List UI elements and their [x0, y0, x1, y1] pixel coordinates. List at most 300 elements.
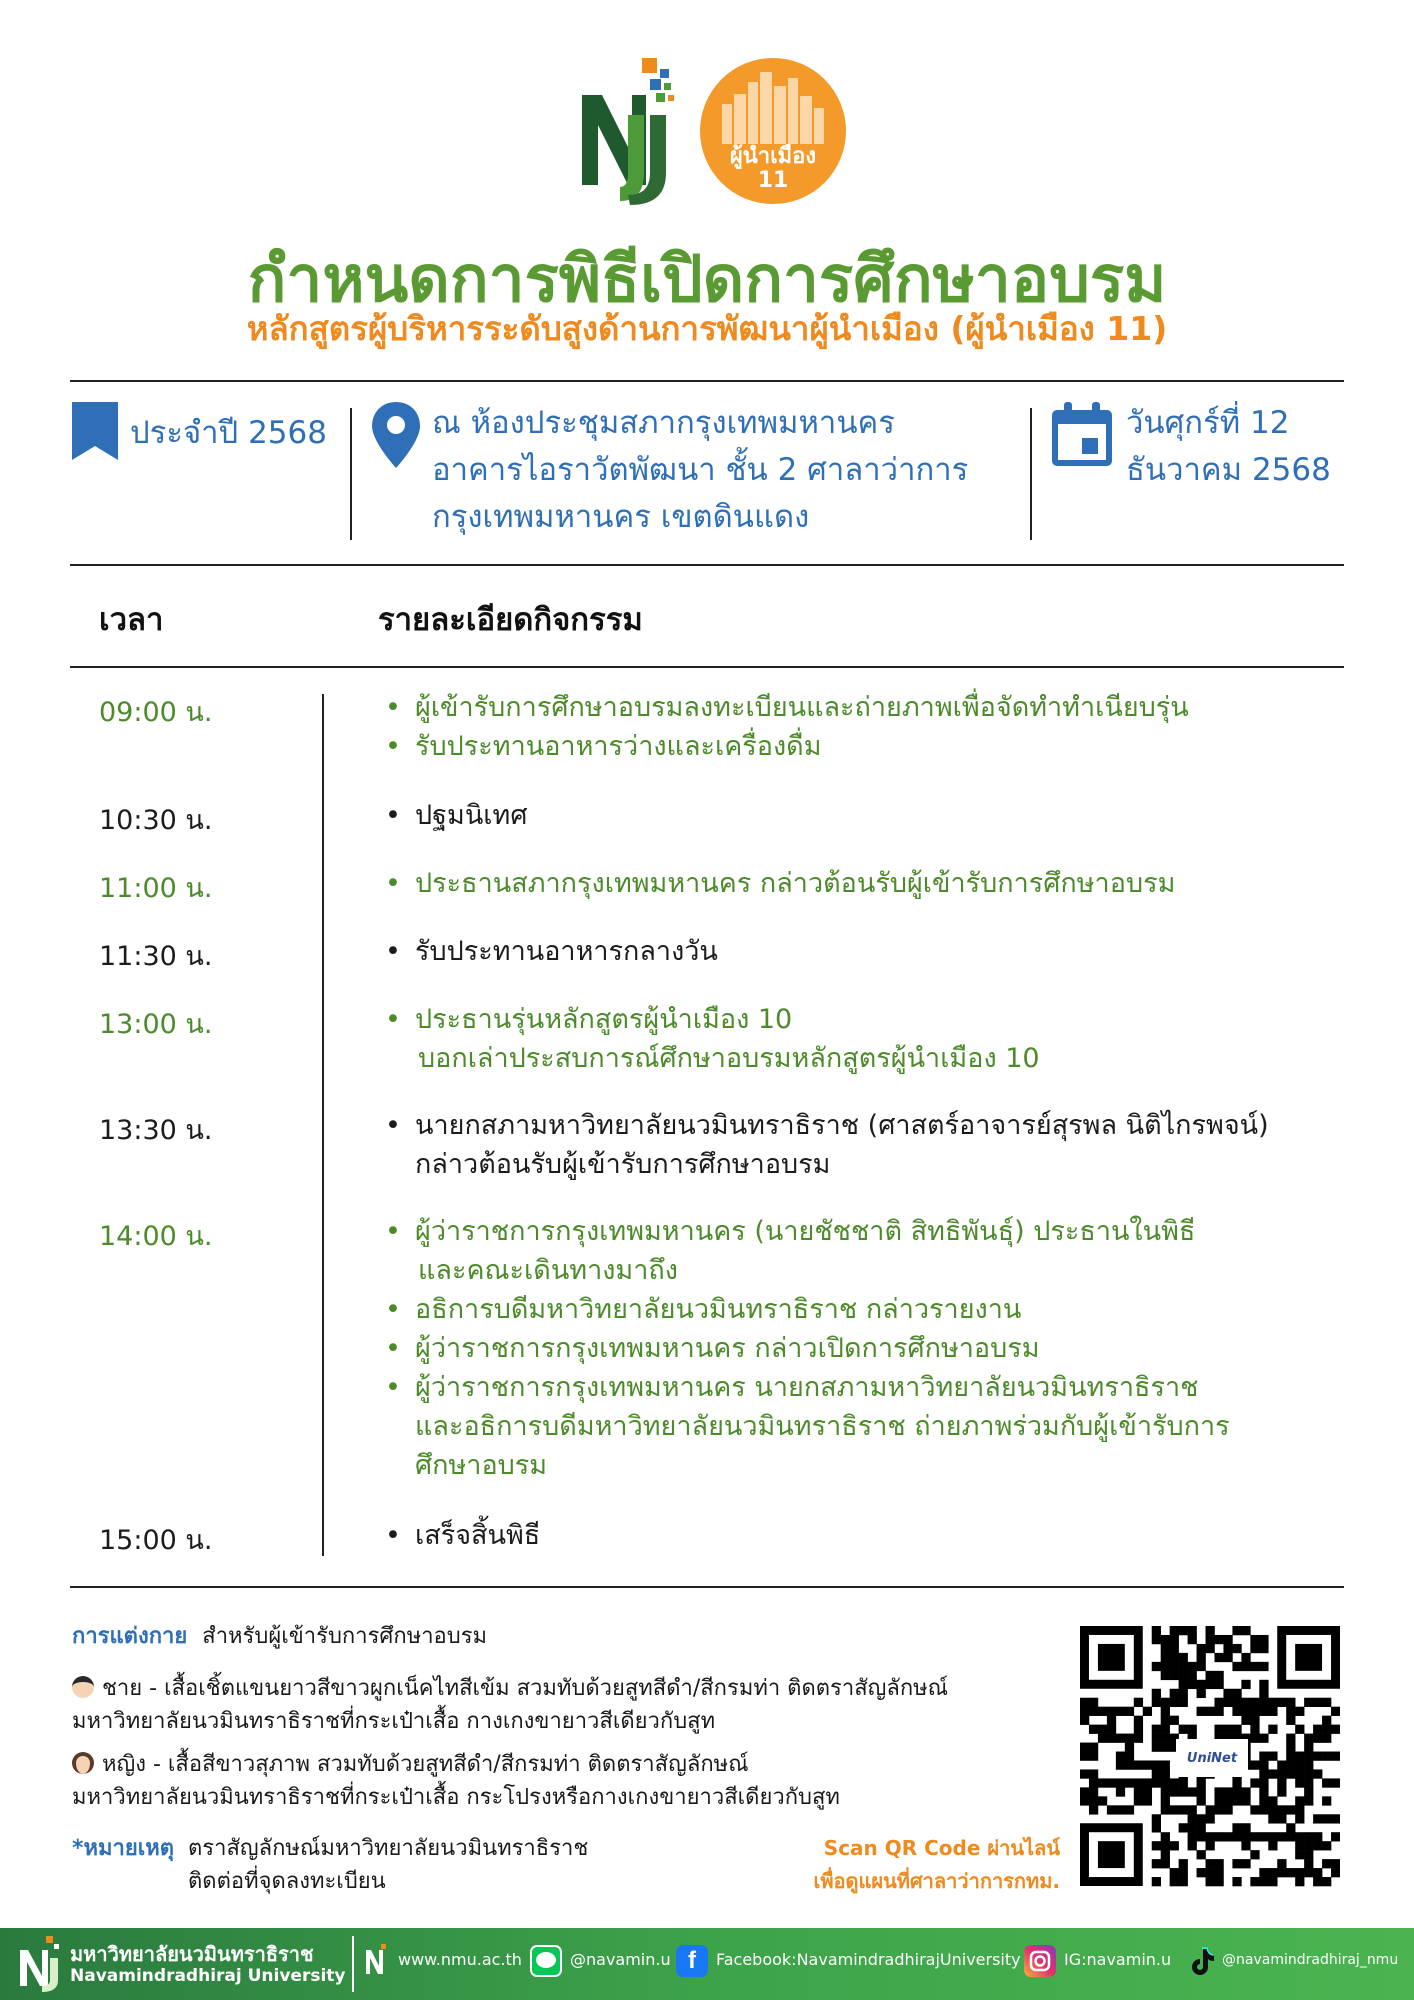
qr-module — [1250, 1662, 1259, 1671]
qr-module — [1188, 1626, 1197, 1635]
qr-module — [1170, 1805, 1179, 1814]
qr-module — [1295, 1805, 1304, 1814]
qr-module — [1206, 1635, 1215, 1644]
qr-module — [1170, 1778, 1179, 1787]
qr-module — [1286, 1698, 1295, 1707]
qr-module — [1268, 1796, 1277, 1805]
schedule-time: 11:30 น. — [99, 941, 213, 972]
female-dress-line: หญิง - เสื้อสีขาวสุภาพ สวมทับด้วยสูทสีดำ/สีกรมท่า ติดตราสัญลักษณ์ — [102, 1752, 749, 1777]
qr-module — [1277, 1868, 1286, 1877]
qr-module — [1197, 1707, 1206, 1716]
qr-module — [1188, 1635, 1197, 1644]
qr-module — [1206, 1877, 1215, 1886]
date-text — [1126, 400, 1331, 494]
qr-module — [1152, 1841, 1161, 1850]
qr-module — [1089, 1725, 1098, 1734]
page-title: กำหนดการพิธีเปิดการศึกษาอบรม — [247, 243, 1167, 317]
qr-module — [1098, 1707, 1107, 1716]
uninet-logo-text: UniNet — [1186, 1750, 1238, 1766]
divider — [70, 380, 1344, 382]
qr-module — [1268, 1805, 1277, 1814]
qr-module — [1134, 1698, 1143, 1707]
qr-module — [1161, 1769, 1170, 1778]
qr-module — [1125, 1760, 1134, 1769]
qr-module — [1197, 1680, 1206, 1689]
qr-module — [1259, 1680, 1268, 1689]
qr-module — [1331, 1725, 1340, 1734]
dress-code-male — [72, 1672, 948, 1738]
qr-module — [1161, 1725, 1170, 1734]
qr-module — [1304, 1760, 1313, 1769]
qr-finder — [1098, 1841, 1125, 1868]
qr-module — [1232, 1778, 1241, 1787]
qr-module — [1295, 1877, 1304, 1886]
qr-module — [1143, 1796, 1152, 1805]
qr-module — [1241, 1698, 1250, 1707]
qr-module — [1179, 1787, 1188, 1796]
qr-module — [1232, 1689, 1241, 1698]
qr-module — [1250, 1832, 1259, 1841]
qr-module — [1286, 1760, 1295, 1769]
qr-module — [1322, 1841, 1331, 1850]
divider-vertical — [350, 408, 352, 540]
qr-module — [1250, 1698, 1259, 1707]
qr-module — [1179, 1680, 1188, 1689]
qr-module — [1304, 1734, 1313, 1743]
schedule-activity — [385, 864, 1315, 903]
facebook-link[interactable]: Facebook:NavamindradhirajUniversity — [716, 1950, 1021, 1969]
qr-module — [1214, 1832, 1223, 1841]
qr-module — [1313, 1769, 1322, 1778]
qr-module — [1206, 1680, 1215, 1689]
column-header-time: เวลา — [99, 602, 164, 638]
qr-module — [1197, 1796, 1206, 1805]
qr-module — [1152, 1725, 1161, 1734]
activity-item: • ผู้ว่าราชการกรุงเทพมหานคร นายกสภามหาวิทยาลัยนวมินทราธิราช — [385, 1368, 1315, 1407]
qr-module — [1250, 1716, 1259, 1725]
qr-module — [1170, 1626, 1179, 1635]
qr-module — [1223, 1725, 1232, 1734]
qr-module — [1161, 1832, 1170, 1841]
qr-module — [1232, 1823, 1241, 1832]
schedule-time: 11:00 น. — [99, 873, 213, 904]
qr-module — [1197, 1653, 1206, 1662]
qr-module — [1179, 1671, 1188, 1680]
qr-module — [1322, 1698, 1331, 1707]
qr-module — [1179, 1626, 1188, 1635]
qr-module — [1241, 1796, 1250, 1805]
qr-module — [1214, 1635, 1223, 1644]
qr-module — [1286, 1823, 1295, 1832]
qr-module — [1250, 1707, 1259, 1716]
activity-item: • ประธานสภากรุงเทพมหานคร กล่าวต้อนรับผู้เข้ารับการศึกษาอบรม — [385, 864, 1315, 903]
qr-module — [1250, 1778, 1259, 1787]
qr-module — [1322, 1814, 1331, 1823]
qr-module — [1170, 1635, 1179, 1644]
qr-module — [1188, 1662, 1197, 1671]
qr-module — [1125, 1743, 1134, 1752]
qr-module — [1161, 1778, 1170, 1787]
qr-module — [1161, 1707, 1170, 1716]
qr-module — [1331, 1752, 1340, 1761]
qr-module — [1286, 1752, 1295, 1761]
note-label: *หมายเหตุ — [72, 1836, 175, 1861]
qr-module — [1152, 1823, 1161, 1832]
qr-module — [1241, 1662, 1250, 1671]
qr-module — [1313, 1752, 1322, 1761]
qr-module — [1223, 1796, 1232, 1805]
qr-module — [1223, 1644, 1232, 1653]
qr-module — [1259, 1707, 1268, 1716]
qr-module — [1259, 1689, 1268, 1698]
qr-module — [1161, 1805, 1170, 1814]
qr-module — [1125, 1707, 1134, 1716]
male-dress-line: มหาวิทยาลัยนวมินทราธิราชที่กระเป๋าเสื้อ กางเกงขายาวสีเดียวกับสูท — [72, 1709, 716, 1734]
qr-module — [1080, 1796, 1089, 1805]
qr-module — [1304, 1752, 1313, 1761]
qr-module — [1259, 1805, 1268, 1814]
dress-code-label: การแต่งกาย — [72, 1624, 188, 1649]
qr-module — [1241, 1787, 1250, 1796]
qr-module — [1304, 1850, 1313, 1859]
qr-module — [1161, 1671, 1170, 1680]
qr-module — [1179, 1662, 1188, 1671]
qr-module — [1322, 1796, 1331, 1805]
qr-module — [1232, 1707, 1241, 1716]
qr-module — [1152, 1814, 1161, 1823]
qr-module — [1116, 1787, 1125, 1796]
qr-module — [1322, 1752, 1331, 1761]
qr-module — [1214, 1653, 1223, 1662]
qr-module — [1268, 1698, 1277, 1707]
qr-module — [1241, 1653, 1250, 1662]
qr-module — [1277, 1832, 1286, 1841]
schedule-time: 15:00 น. — [99, 1525, 213, 1556]
activity-item: • ปฐมนิเทศ — [385, 796, 1315, 835]
qr-module — [1268, 1877, 1277, 1886]
qr-module — [1206, 1707, 1215, 1716]
qr-module — [1223, 1689, 1232, 1698]
qr-module — [1206, 1644, 1215, 1653]
qr-module — [1080, 1707, 1089, 1716]
qr-module — [1277, 1859, 1286, 1868]
qr-module — [1259, 1868, 1268, 1877]
line-link[interactable]: @navamin.u — [570, 1950, 671, 1969]
qr-module — [1322, 1716, 1331, 1725]
qr-module — [1188, 1787, 1197, 1796]
activity-item: • นายกสภามหาวิทยาลัยนวมินทราธิราช (ศาสตร์อาจารย์สุรพล นิติไกรพจน์) — [385, 1106, 1315, 1145]
qr-module — [1313, 1814, 1322, 1823]
qr-module — [1206, 1805, 1215, 1814]
qr-module — [1268, 1868, 1277, 1877]
qr-module — [1089, 1707, 1098, 1716]
qr-module — [1304, 1787, 1313, 1796]
qr-module — [1304, 1832, 1313, 1841]
qr-module — [1170, 1841, 1179, 1850]
qr-module — [1331, 1832, 1340, 1841]
schedule-time: 14:00 น. — [99, 1221, 213, 1252]
qr-module — [1089, 1743, 1098, 1752]
divider — [70, 1586, 1344, 1588]
location-text — [432, 400, 968, 541]
qr-module — [1241, 1716, 1250, 1725]
qr-module — [1107, 1734, 1116, 1743]
qr-module — [1322, 1877, 1331, 1886]
qr-module — [1098, 1796, 1107, 1805]
website-link[interactable]: www.nmu.ac.th — [398, 1950, 522, 1969]
qr-module — [1125, 1752, 1134, 1761]
qr-module — [1250, 1805, 1259, 1814]
qr-module — [1295, 1778, 1304, 1787]
qr-module — [1116, 1778, 1125, 1787]
activity-continuation: บอกเล่าประสบการณ์ศึกษาอบรมหลักสูตรผู้นำเมือง 10 — [418, 1043, 1040, 1074]
note-line: ตราสัญลักษณ์มหาวิทยาลัยนวมินทราธิราช — [188, 1836, 589, 1861]
qr-module — [1277, 1787, 1286, 1796]
activity-item: • ผู้เข้ารับการศึกษาอบรมลงทะเบียนและถ่ายภาพเพื่อจัดทำทำเนียบรุ่น — [385, 688, 1315, 727]
qr-module — [1250, 1760, 1259, 1769]
activity-item: • เสร็จสิ้นพิธี — [385, 1516, 1315, 1555]
qr-module — [1197, 1662, 1206, 1671]
qr-module — [1295, 1841, 1304, 1850]
qr-module — [1134, 1716, 1143, 1725]
qr-module — [1250, 1635, 1259, 1644]
qr-module — [1197, 1814, 1206, 1823]
qr-module — [1268, 1752, 1277, 1761]
tiktok-icon — [1186, 1945, 1218, 1977]
qr-module — [1080, 1698, 1089, 1707]
qr-module — [1197, 1823, 1206, 1832]
qr-module — [1286, 1707, 1295, 1716]
qr-module — [1107, 1778, 1116, 1787]
badge-label: ผู้นำเมือง — [729, 144, 817, 169]
qr-module — [1259, 1832, 1268, 1841]
schedule-time: 09:00 น. — [99, 697, 213, 728]
qr-module — [1313, 1841, 1322, 1850]
activity-continuation: และอธิการบดีมหาวิทยาลัยนวมินทราธิราช ถ่ายภาพร่วมกับผู้เข้ารับการ — [415, 1411, 1230, 1442]
qr-module — [1161, 1635, 1170, 1644]
qr-module — [1170, 1698, 1179, 1707]
uninet-logo — [1176, 1739, 1248, 1777]
qr-module — [1241, 1859, 1250, 1868]
qr-module — [1188, 1805, 1197, 1814]
nmu-logo — [580, 55, 680, 205]
qr-module — [1250, 1734, 1259, 1743]
qr-module — [1197, 1832, 1206, 1841]
qr-module — [1241, 1841, 1250, 1850]
qr-module — [1295, 1769, 1304, 1778]
qr-module — [1107, 1805, 1116, 1814]
qr-module — [1152, 1635, 1161, 1644]
schedule-activity — [385, 796, 1315, 835]
qr-module — [1259, 1635, 1268, 1644]
qr-module — [1313, 1877, 1322, 1886]
qr-module — [1188, 1814, 1197, 1823]
qr-module — [1295, 1707, 1304, 1716]
dress-code-female — [72, 1748, 840, 1814]
instagram-icon — [1024, 1945, 1056, 1977]
qr-module — [1268, 1725, 1277, 1734]
qr-module — [1214, 1787, 1223, 1796]
qr-module — [1259, 1778, 1268, 1787]
qr-module — [1197, 1850, 1206, 1859]
qr-module — [1134, 1778, 1143, 1787]
qr-module — [1214, 1796, 1223, 1805]
qr-module — [1304, 1841, 1313, 1850]
qr-module — [1295, 1760, 1304, 1769]
woman-icon — [72, 1752, 94, 1774]
qr-module — [1170, 1662, 1179, 1671]
qr-module — [1214, 1877, 1223, 1886]
qr-module — [1232, 1698, 1241, 1707]
qr-module — [1116, 1760, 1125, 1769]
year-label: ประจำปี 2568 — [130, 415, 327, 451]
qr-module — [1152, 1769, 1161, 1778]
note-line: ติดต่อที่จุดลงทะเบียน — [188, 1869, 386, 1894]
qr-module — [1179, 1805, 1188, 1814]
qr-caption — [700, 1832, 1060, 1898]
qr-module — [1098, 1778, 1107, 1787]
qr-module — [1152, 1734, 1161, 1743]
tiktok-link[interactable]: @navamindradhiraj_nmu — [1222, 1952, 1399, 1968]
qr-module — [1268, 1832, 1277, 1841]
column-header-detail: รายละเอียดกิจกรรม — [378, 602, 643, 638]
qr-module — [1152, 1743, 1161, 1752]
schedule-activity — [385, 688, 1315, 766]
qr-module — [1304, 1698, 1313, 1707]
nmu-footer-logo — [18, 1936, 62, 1996]
qr-module — [1152, 1778, 1161, 1787]
qr-module — [1214, 1805, 1223, 1814]
qr-module — [1107, 1707, 1116, 1716]
qr-module — [1331, 1814, 1340, 1823]
qr-module — [1125, 1778, 1134, 1787]
qr-module — [1197, 1644, 1206, 1653]
qr-module — [1250, 1644, 1259, 1653]
qr-module — [1179, 1868, 1188, 1877]
qr-module — [1179, 1725, 1188, 1734]
timeline-divider — [322, 694, 324, 1556]
qr-module — [1259, 1752, 1268, 1761]
qr-module — [1089, 1769, 1098, 1778]
qr-module — [1286, 1716, 1295, 1725]
qr-module — [1125, 1805, 1134, 1814]
qr-module — [1089, 1752, 1098, 1761]
qr-module — [1286, 1734, 1295, 1743]
qr-module — [1232, 1796, 1241, 1805]
qr-module — [1223, 1635, 1232, 1644]
qr-module — [1259, 1760, 1268, 1769]
qr-module — [1295, 1850, 1304, 1859]
qr-module — [1107, 1716, 1116, 1725]
qr-caption-line: เพื่อดูแผนที่ศาลาว่าการกทม. — [813, 1869, 1060, 1893]
activity-item: • ประธานรุ่นหลักสูตรผู้นำเมือง 10 — [385, 1000, 1315, 1039]
website-icon — [364, 1942, 390, 1986]
qr-module — [1170, 1868, 1179, 1877]
qr-module — [1080, 1787, 1089, 1796]
qr-module — [1241, 1707, 1250, 1716]
divider — [70, 666, 1344, 668]
qr-module — [1232, 1644, 1241, 1653]
qr-module — [1161, 1716, 1170, 1725]
bookmark-icon — [72, 402, 118, 464]
qr-module — [1161, 1698, 1170, 1707]
qr-module — [1161, 1662, 1170, 1671]
qr-module — [1107, 1725, 1116, 1734]
qr-module — [1259, 1698, 1268, 1707]
qr-module — [1304, 1868, 1313, 1877]
qr-module — [1152, 1626, 1161, 1635]
qr-module — [1304, 1769, 1313, 1778]
qr-module — [1143, 1707, 1152, 1716]
qr-module — [1161, 1743, 1170, 1752]
qr-module — [1116, 1752, 1125, 1761]
qr-module — [1214, 1859, 1223, 1868]
qr-module — [1304, 1796, 1313, 1805]
qr-module — [1152, 1760, 1161, 1769]
qr-module — [1313, 1725, 1322, 1734]
qr-module — [1259, 1662, 1268, 1671]
qr-module — [1331, 1859, 1340, 1868]
qr-module — [1161, 1850, 1170, 1859]
qr-module — [1080, 1769, 1089, 1778]
qr-finder — [1295, 1644, 1322, 1671]
qr-module — [1179, 1859, 1188, 1868]
activity-item: • รับประทานอาหารกลางวัน — [385, 932, 1315, 971]
qr-module — [1295, 1796, 1304, 1805]
location-line: กรุงเทพมหานคร เขตดินแดง — [432, 499, 810, 535]
location-pin-icon — [372, 402, 420, 472]
qr-module — [1259, 1644, 1268, 1653]
qr-module — [1277, 1760, 1286, 1769]
qr-module — [1197, 1868, 1206, 1877]
qr-module — [1277, 1814, 1286, 1823]
qr-module — [1331, 1868, 1340, 1877]
qr-module — [1313, 1698, 1322, 1707]
qr-module — [1223, 1787, 1232, 1796]
activity-continuation: และคณะเดินทางมาถึง — [418, 1255, 678, 1286]
qr-module — [1143, 1760, 1152, 1769]
qr-module — [1161, 1760, 1170, 1769]
qr-module — [1161, 1859, 1170, 1868]
activity-item: • อธิการบดีมหาวิทยาลัยนวมินทราธิราช กล่าวรายงาน — [385, 1290, 1315, 1329]
divider — [70, 564, 1344, 566]
map-qr-code[interactable] — [1080, 1626, 1340, 1888]
qr-module — [1214, 1680, 1223, 1689]
qr-module — [1134, 1787, 1143, 1796]
qr-module — [1286, 1805, 1295, 1814]
qr-module — [1250, 1850, 1259, 1859]
qr-module — [1206, 1814, 1215, 1823]
qr-module — [1250, 1877, 1259, 1886]
qr-module — [1098, 1725, 1107, 1734]
qr-module — [1277, 1778, 1286, 1787]
qr-module — [1152, 1859, 1161, 1868]
qr-module — [1232, 1877, 1241, 1886]
qr-module — [1250, 1725, 1259, 1734]
university-name-th: มหาวิทยาลัยนวมินทราธิราช — [70, 1942, 314, 1966]
schedule-time: 10:30 น. — [99, 805, 213, 836]
footer-bar — [0, 1928, 1414, 2000]
instagram-link[interactable]: IG:navamin.u — [1064, 1950, 1172, 1969]
qr-module — [1170, 1644, 1179, 1653]
qr-module — [1214, 1725, 1223, 1734]
qr-module — [1197, 1689, 1206, 1698]
qr-module — [1206, 1626, 1215, 1635]
qr-module — [1134, 1760, 1143, 1769]
qr-module — [1214, 1707, 1223, 1716]
qr-module — [1232, 1859, 1241, 1868]
calendar-icon — [1052, 402, 1112, 470]
